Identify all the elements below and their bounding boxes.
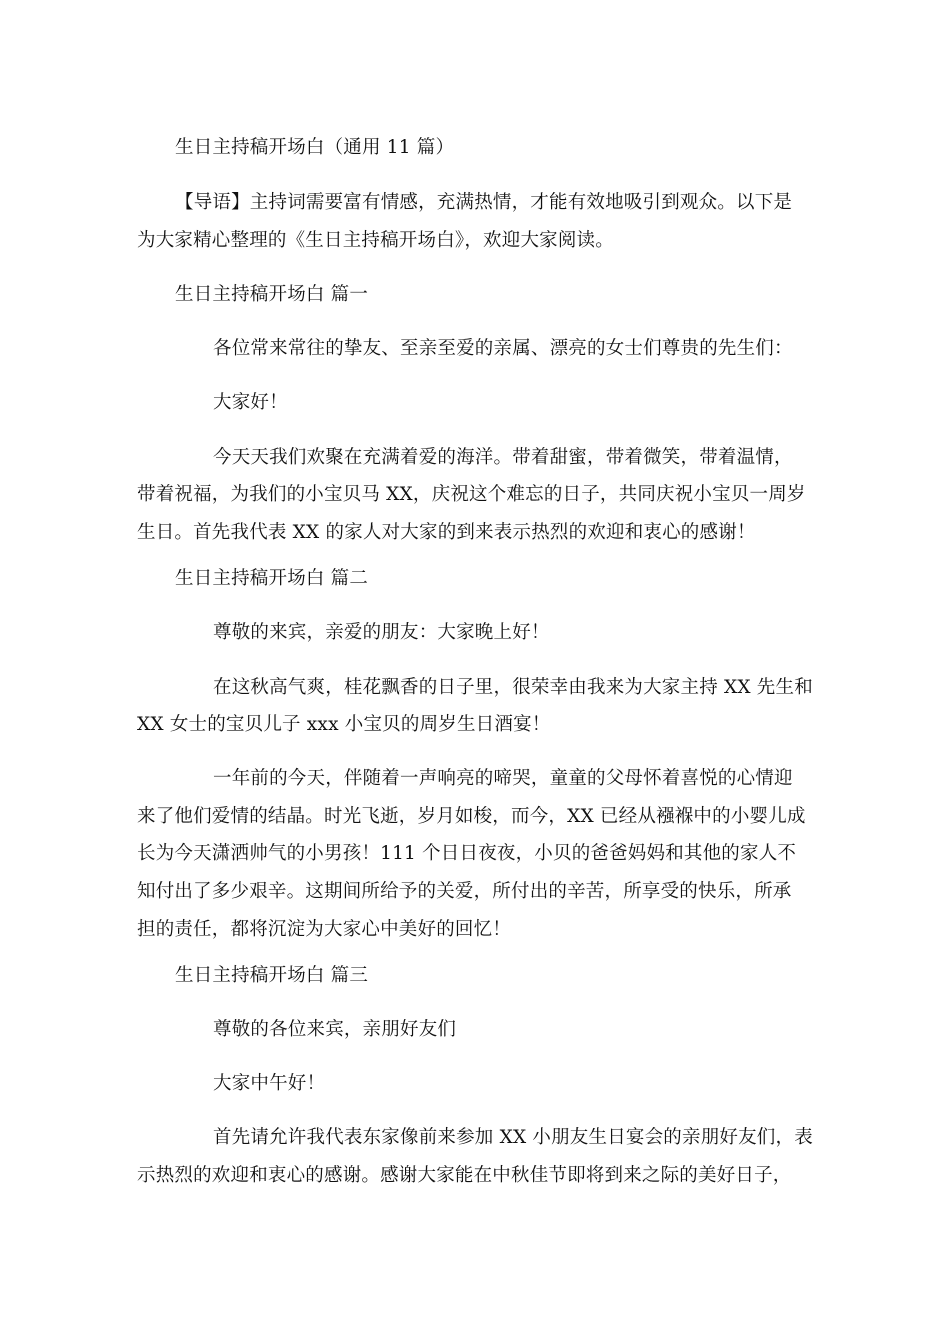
paragraph-line: 生日。首先我代表 XX 的家人对大家的到来表示热烈的欢迎和衷心的感谢！	[137, 522, 756, 543]
section-heading: 生日主持稿开场白 篇一	[175, 284, 369, 305]
paragraph-line: 知付出了多少艰辛。这期间所给予的关爱，所付出的辛苦，所享受的快乐，所承	[137, 881, 792, 902]
paragraph-line: 一年前的今天，伴随着一声响亮的啼哭，童童的父母怀着喜悦的心情迎	[213, 768, 793, 789]
paragraph-line: 担的责任，都将沉淀为大家心中美好的回忆！	[137, 919, 512, 940]
paragraph-line: 各位常来常往的挚友、至亲至爱的亲属、漂亮的女士们尊贵的先生们：	[213, 338, 793, 359]
section-heading: 生日主持稿开场白 篇二	[175, 568, 369, 589]
paragraph-line: 在这秋高气爽，桂花飘香的日子里，很荣幸由我来为大家主持 XX 先生和	[213, 677, 813, 698]
intro-line: 为大家精心整理的《生日主持稿开场白》，欢迎大家阅读。	[137, 230, 614, 251]
paragraph-line: 长为今天潇洒帅气的小男孩！111 个日日夜夜，小贝的爸爸妈妈和其他的家人不	[137, 843, 797, 864]
intro-line: 【导语】主持词需要富有情感，充满热情，才能有效地吸引到观众。以下是	[175, 192, 793, 213]
paragraph-line: 首先请允许我代表东家像前来参加 XX 小朋友生日宴会的亲朋好友们，表	[213, 1127, 813, 1148]
document-title: 生日主持稿开场白（通用 11 篇）	[175, 137, 455, 158]
paragraph-line: 带着祝福，为我们的小宝贝马 XX，庆祝这个难忘的日子，共同庆祝小宝贝一周岁	[137, 484, 806, 505]
section-heading: 生日主持稿开场白 篇三	[175, 965, 369, 986]
paragraph-line: 示热烈的欢迎和衷心的感谢。感谢大家能在中秋佳节即将到来之际的美好日子，	[137, 1165, 792, 1186]
paragraph-line: 来了他们爱情的结晶。时光飞逝，岁月如梭，而今，XX 已经从襁褓中的小婴儿成	[137, 806, 806, 827]
paragraph-line: XX 女士的宝贝儿子 xxx 小宝贝的周岁生日酒宴！	[137, 714, 551, 735]
paragraph-line: 尊敬的各位来宾，亲朋好友们	[213, 1019, 457, 1040]
paragraph-line: 尊敬的来宾，亲爱的朋友：大家晚上好！	[213, 622, 550, 643]
paragraph-line: 今天天我们欢聚在充满着爱的海洋。带着甜蜜，带着微笑，带着温情，	[213, 447, 793, 468]
paragraph-line: 大家好！	[213, 392, 288, 413]
paragraph-line: 大家中午好！	[213, 1073, 326, 1094]
